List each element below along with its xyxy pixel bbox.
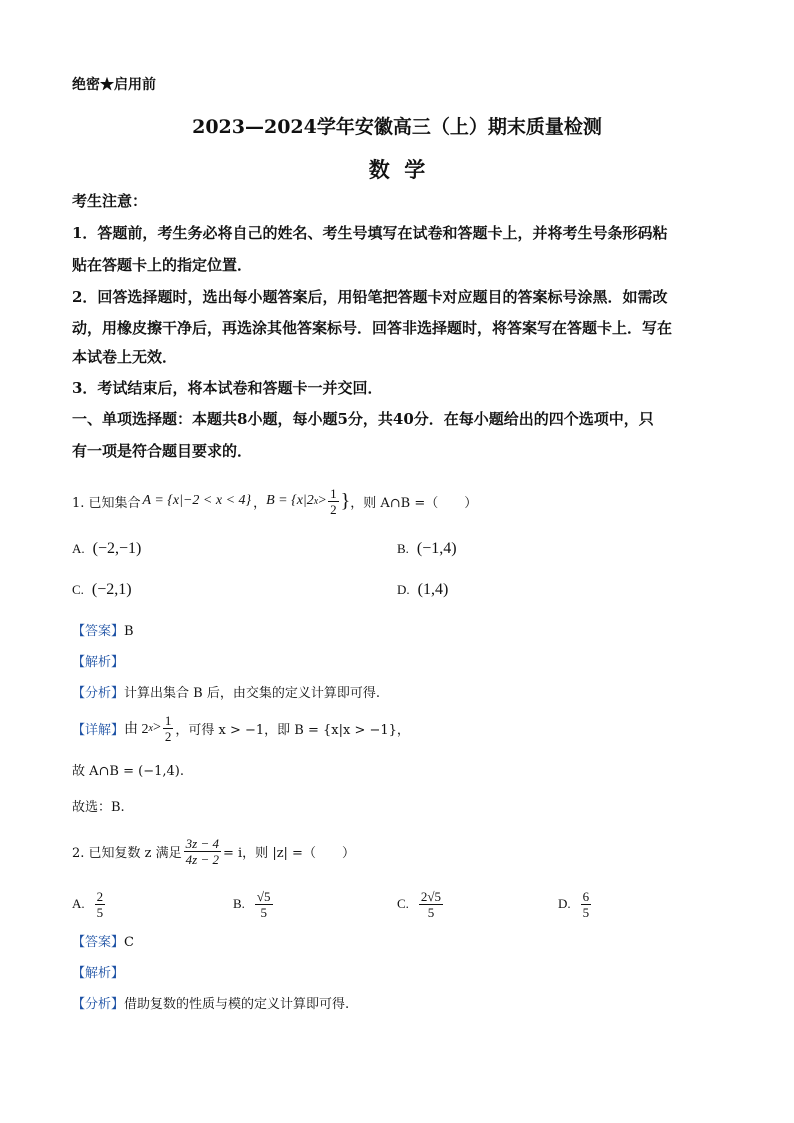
- q2-analysis-tag: 【解析】: [72, 966, 125, 981]
- secret-mark: 绝密★启用前: [72, 77, 156, 93]
- notice-item-2-line-3: 本试卷上无效．: [72, 348, 178, 366]
- q1-detail-a: 由 2: [124, 722, 149, 737]
- q2-after: = i，则 |z| =（ ）: [223, 845, 355, 861]
- q1-option-d-value: (1,4): [417, 581, 449, 598]
- notice-item-2-line-1: 2．回答选择题时，选出每小题答案后，用铅笔把答题卡对应题目的答案标号涂黑．如需改: [72, 288, 668, 306]
- q2-option-d: [558, 884, 593, 924]
- q2-answer-tag: 【答案】: [72, 935, 125, 950]
- q1-option-d: [397, 581, 448, 599]
- q1-set-b-exp: x: [313, 495, 319, 507]
- q2-option-b: [233, 884, 275, 924]
- q1-detail: [72, 708, 410, 748]
- q1-choice: 故选：B.: [72, 800, 125, 815]
- q1-comma: ，: [253, 495, 267, 511]
- q1-prefix: 1. 已知集合: [72, 495, 141, 511]
- q2-prefix: 2. 已知复数 z 满足: [72, 845, 182, 861]
- exam-title: 2023—2024学年安徽高三（上）期末质量检测: [192, 116, 602, 138]
- q2-fraction: [184, 837, 221, 866]
- q2-option-c-label: C.: [397, 896, 409, 911]
- q1-set-b-right: }: [340, 489, 351, 512]
- notice-item-1-line-2: 贴在答题卡上的指定位置．: [72, 256, 253, 274]
- q1-detail-numerator: 1: [164, 712, 172, 728]
- q2-option-a: [72, 884, 107, 924]
- q1-set-b-gt: >: [318, 493, 327, 508]
- q2-option-b-fraction: [255, 890, 273, 919]
- q2-fenxi-text: 借助复数的性质与模的定义计算即可得.: [124, 997, 350, 1012]
- q1-set-b-fraction: [328, 487, 339, 516]
- q2-option-d-numerator: 6: [582, 888, 590, 904]
- q2-option-a-numerator: 2: [96, 888, 104, 904]
- q1-option-a-label: A.: [72, 541, 85, 556]
- q1-fenxi: [72, 682, 380, 701]
- q2-fenxi: [72, 993, 349, 1012]
- q1-answer-tag: 【答案】: [72, 624, 125, 639]
- q2-option-b-label: B.: [233, 896, 245, 911]
- subject-title: 数 学: [368, 157, 426, 182]
- q1-set-a: A = {x|−2 < x < 4}: [142, 493, 252, 508]
- q2-answer: [72, 931, 134, 950]
- q1-set-b-denominator: 2: [330, 501, 337, 517]
- q2-numerator: 3z − 4: [185, 835, 219, 851]
- q1-detail-exp: x: [148, 722, 153, 734]
- q2-option-a-denominator: 5: [96, 904, 104, 920]
- notice-item-2-line-2: 动，用橡皮擦干净后，再选涂其他答案标号．回答非选择题时，将答案写在答题卡上．写在: [72, 319, 673, 337]
- q1-detail-b: >: [152, 720, 161, 735]
- q2-option-a-fraction: [95, 890, 106, 919]
- q1-answer: [72, 620, 134, 639]
- section-1-line-1: 一、单项选择题：本题共8小题，每小题5分，共40分．在每小题给出的四个选项中，只: [72, 410, 654, 428]
- question-1-stem: [72, 478, 477, 524]
- q1-suffix: ，则 A∩B =（ ）: [350, 495, 478, 511]
- q1-set-b-numerator: 1: [330, 485, 337, 501]
- q1-option-c-value: (−2,1): [91, 581, 132, 598]
- q1-fenxi-text: 计算出集合 B 后，由交集的定义计算即可得.: [124, 686, 380, 701]
- notice-item-1-line-1: 1．答题前，考生务必将自己的姓名、考生号填写在试卷和答题卡上，并将考生号条形码粘: [72, 224, 668, 242]
- q2-option-d-denominator: 5: [582, 904, 590, 920]
- q2-answer-value: C: [124, 935, 134, 950]
- q2-option-a-label: A.: [72, 896, 85, 911]
- q1-detail-tag: 【详解】: [72, 722, 125, 738]
- q2-option-b-denominator: 5: [260, 904, 267, 920]
- q1-detail-fraction: [163, 714, 174, 743]
- q1-option-a-value: (−2,−1): [92, 540, 142, 557]
- q1-option-c-label: C.: [72, 582, 84, 597]
- q1-fenxi-tag: 【分析】: [72, 686, 125, 701]
- q2-fenxi-tag: 【分析】: [72, 997, 125, 1012]
- section-1-line-2: 有一项是符合题目要求的．: [72, 442, 253, 460]
- q2-option-d-fraction: [581, 890, 592, 919]
- q2-option-d-label: D.: [558, 896, 571, 911]
- q1-analysis-tag: 【解析】: [72, 655, 125, 670]
- q2-denominator: 4z − 2: [185, 851, 219, 867]
- q1-option-a: [72, 540, 141, 558]
- q1-detail-denominator: 2: [164, 728, 172, 744]
- question-2-stem: [72, 830, 355, 872]
- q1-option-b-value: (−1,4): [416, 540, 457, 557]
- notice-heading: 考生注意：: [72, 192, 148, 210]
- q1-option-b: [397, 540, 457, 558]
- q1-option-c: [72, 581, 132, 599]
- q1-set-b-left: B = {x|2: [266, 493, 314, 508]
- q2-option-c: [397, 884, 445, 924]
- q1-detail-c: ，可得 x > −1，即 B = {x|x > −1}，: [175, 722, 410, 738]
- notice-item-3: 3．考试结束后，将本试卷和答题卡一并交回．: [72, 379, 383, 397]
- q2-option-c-fraction: [419, 890, 443, 919]
- q2-option-b-numerator: √5: [256, 888, 271, 904]
- q1-answer-value: B: [124, 624, 134, 639]
- q1-option-d-label: D.: [397, 582, 410, 597]
- q1-option-b-label: B.: [397, 541, 409, 556]
- q2-option-c-numerator: 2√5: [420, 888, 442, 904]
- q2-option-c-denominator: 5: [427, 904, 435, 920]
- q1-conclusion: 故 A∩B = (−1,4).: [72, 764, 184, 779]
